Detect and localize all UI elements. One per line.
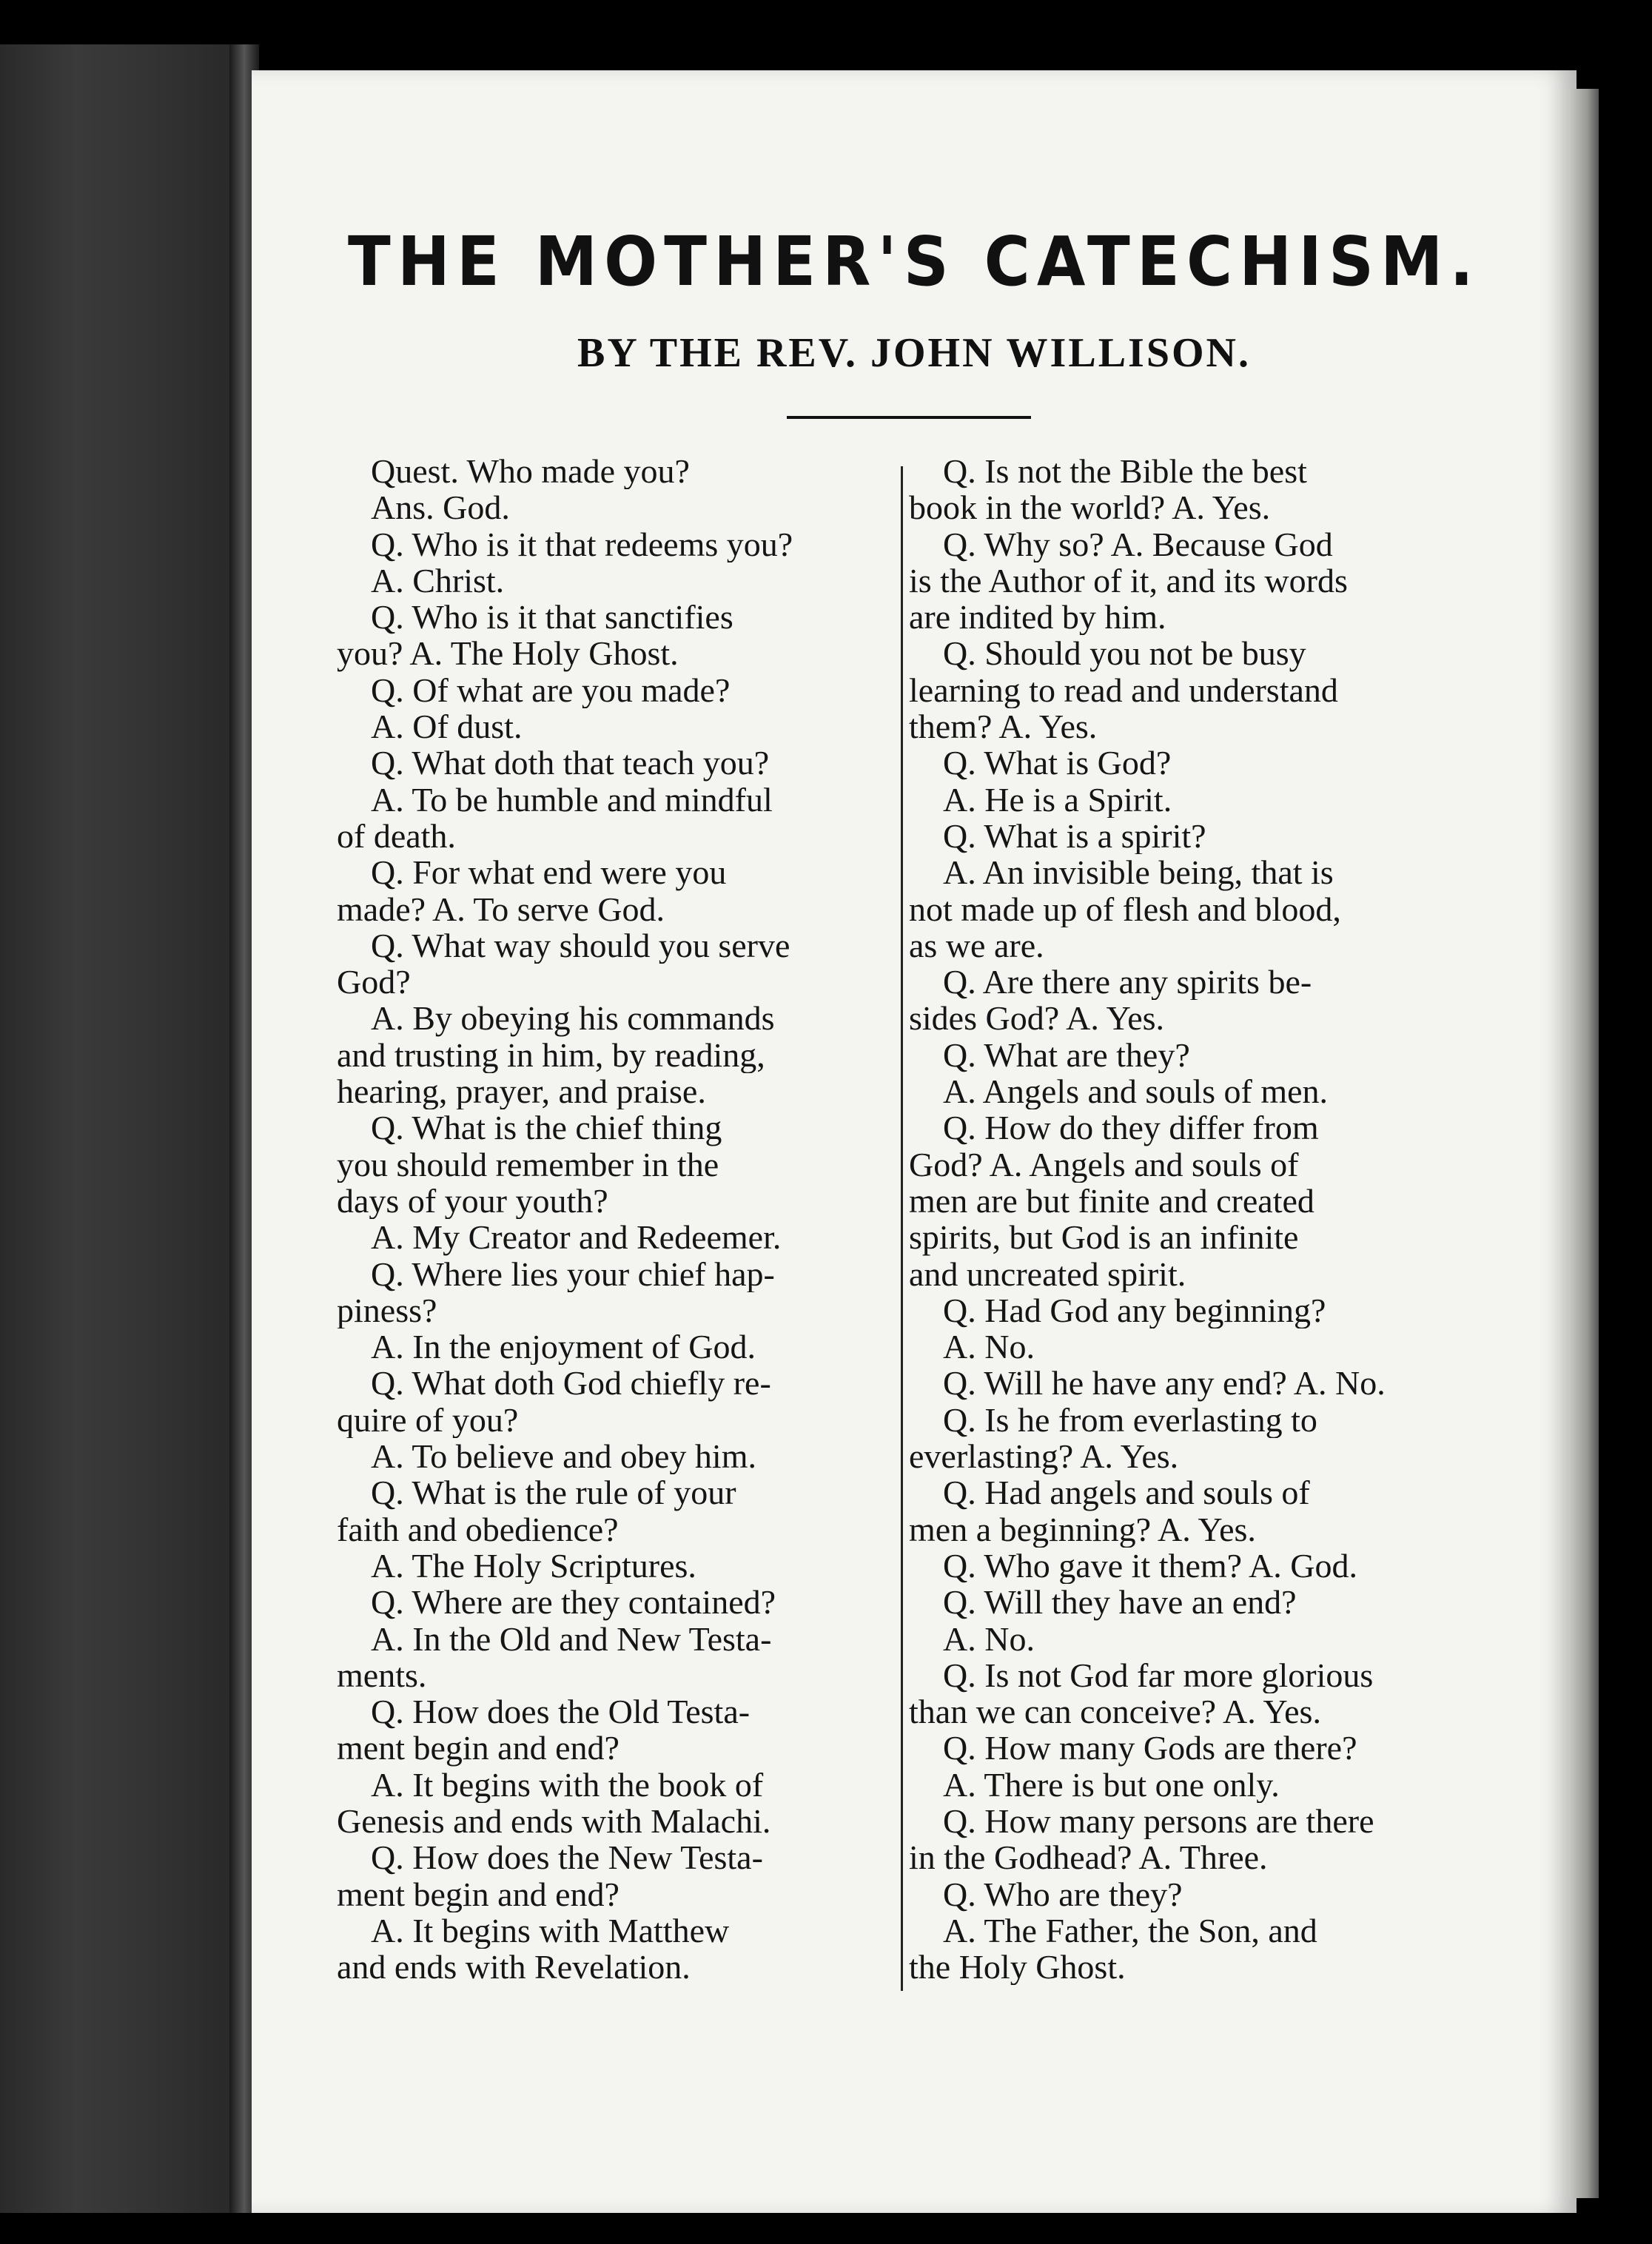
text-line: ment begin and end? — [337, 1875, 620, 1912]
text-line: Q. Of what are you made? — [371, 671, 731, 709]
text-line: Quest. Who made you? — [371, 453, 690, 490]
text-line: Q. What are they? — [943, 1036, 1190, 1074]
text-line: Q. Is not the Bible the best — [943, 453, 1307, 490]
text-line: Q. How does the Old Testa- — [371, 1693, 751, 1730]
text-line: and ends with Revelation. — [337, 1949, 691, 1986]
text-line: God? — [337, 964, 411, 1001]
book-spine — [0, 44, 255, 2213]
text-line: as we are. — [909, 927, 1044, 964]
text-line: A. No. — [943, 1328, 1035, 1365]
text-line: Q. How many Gods are there? — [943, 1730, 1357, 1767]
text-line: Q. Is he from everlasting to — [943, 1401, 1317, 1439]
text-line: Q. Who is it that redeems you? — [371, 525, 793, 562]
text-line: them? A. Yes. — [909, 708, 1098, 745]
text-line: learning to read and understand — [909, 671, 1338, 709]
text-line: Q. What is the chief thing — [371, 1109, 722, 1146]
text-line: Genesis and ends with Malachi. — [337, 1802, 771, 1840]
text-line: A. An invisible being, that is — [943, 854, 1334, 891]
text-line: A. No. — [943, 1620, 1035, 1657]
text-line: the Holy Ghost. — [909, 1949, 1126, 1986]
text-line: piness? — [337, 1291, 437, 1329]
text-line: A. It begins with the book of — [371, 1766, 764, 1803]
text-line: Q. Will he have any end? A. No. — [943, 1365, 1386, 1402]
text-line: made? A. To serve God. — [337, 890, 665, 927]
page-edge — [1569, 89, 1599, 2198]
column-divider — [901, 466, 903, 1991]
text-line: A. Of dust. — [371, 708, 523, 745]
text-line: Q. What way should you serve — [371, 927, 790, 964]
text-line: are indited by him. — [909, 599, 1166, 636]
text-line: Q. Is not God far more glorious — [943, 1656, 1374, 1694]
title-rule — [787, 416, 1031, 419]
text-line: faith and obedience? — [337, 1511, 619, 1548]
text-line: A. The Father, the Son, and — [943, 1912, 1317, 1949]
text-line: A. He is a Spirit. — [943, 781, 1172, 818]
text-line: not made up of flesh and blood, — [909, 890, 1341, 927]
text-line: A. In the enjoyment of God. — [371, 1328, 756, 1365]
text-line: Q. What doth God chiefly re- — [371, 1365, 771, 1402]
text-line: Q. What is a spirit? — [943, 817, 1206, 855]
text-line: men are but finite and created — [909, 1182, 1314, 1220]
text-line: Q. Why so? A. Because God — [943, 525, 1333, 562]
text-line: A. My Creator and Redeemer. — [371, 1219, 782, 1256]
text-line: everlasting? A. Yes. — [909, 1438, 1179, 1475]
text-line: Q. Will they have an end? — [943, 1584, 1297, 1621]
text-line: of death. — [337, 817, 456, 855]
author-byline: BY THE REV. JOHN WILLISON. — [577, 330, 1251, 376]
text-line: A. To believe and obey him. — [371, 1438, 756, 1475]
text-line: Q. For what end were you — [371, 854, 727, 891]
text-line: Q. How many persons are there — [943, 1802, 1374, 1840]
right-column — [909, 453, 1479, 1985]
text-line: A. Christ. — [371, 562, 505, 599]
text-line: spirits, but God is an infinite — [909, 1219, 1299, 1256]
text-line: Q. Had angels and souls of — [943, 1474, 1310, 1511]
text-line: Q. What is God? — [943, 745, 1172, 782]
text-line: in the Godhead? A. Three. — [909, 1839, 1268, 1876]
text-line: quire of you? — [337, 1401, 519, 1439]
text-line: Q. Who are they? — [943, 1875, 1183, 1912]
text-line: men a beginning? A. Yes. — [909, 1511, 1256, 1548]
text-line: you? A. The Holy Ghost. — [337, 635, 679, 672]
text-line: and uncreated spirit. — [909, 1255, 1186, 1292]
text-line: days of your youth? — [337, 1182, 608, 1220]
page-title: THE MOTHER'S CATECHISM. — [348, 222, 1480, 301]
text-line: A. To be humble and mindful — [371, 781, 773, 818]
text-line: than we can conceive? A. Yes. — [909, 1693, 1321, 1730]
text-line: Q. Where are they contained? — [371, 1584, 776, 1621]
text-line: Q. Had God any beginning? — [943, 1291, 1326, 1329]
text-line: ments. — [337, 1656, 427, 1694]
text-line: ment begin and end? — [337, 1730, 620, 1767]
text-line: Q. How does the New Testa- — [371, 1839, 763, 1876]
text-line: A. The Holy Scriptures. — [371, 1547, 696, 1585]
text-line: and trusting in him, by reading, — [337, 1036, 765, 1074]
text-line: A. Angels and souls of men. — [943, 1073, 1329, 1110]
text-line: Q. Who is it that sanctifies — [371, 599, 733, 636]
text-line: Q. What is the rule of your — [371, 1474, 736, 1511]
text-line: Q. How do they differ from — [943, 1109, 1319, 1146]
text-line: Q. What doth that teach you? — [371, 745, 770, 782]
text-line: Ans. God. — [371, 489, 510, 526]
text-line: sides God? A. Yes. — [909, 1000, 1165, 1037]
text-line: A. It begins with Matthew — [371, 1912, 730, 1949]
text-line: A. By obeying his commands — [371, 1000, 775, 1037]
text-line: A. There is but one only. — [943, 1766, 1280, 1803]
text-line: book in the world? A. Yes. — [909, 489, 1271, 526]
text-line: A. In the Old and New Testa- — [371, 1620, 772, 1657]
text-line: God? A. Angels and souls of — [909, 1146, 1299, 1183]
text-line: Q. Are there any spirits be- — [943, 964, 1312, 1001]
text-line: Q. Should you not be busy — [943, 635, 1306, 672]
left-column — [337, 453, 899, 1985]
text-line: is the Author of it, and its words — [909, 562, 1348, 599]
text-line: Q. Who gave it them? A. God. — [943, 1547, 1357, 1585]
text-line: hearing, prayer, and praise. — [337, 1073, 706, 1110]
text-line: you should remember in the — [337, 1146, 719, 1183]
text-line: Q. Where lies your chief hap- — [371, 1255, 775, 1292]
